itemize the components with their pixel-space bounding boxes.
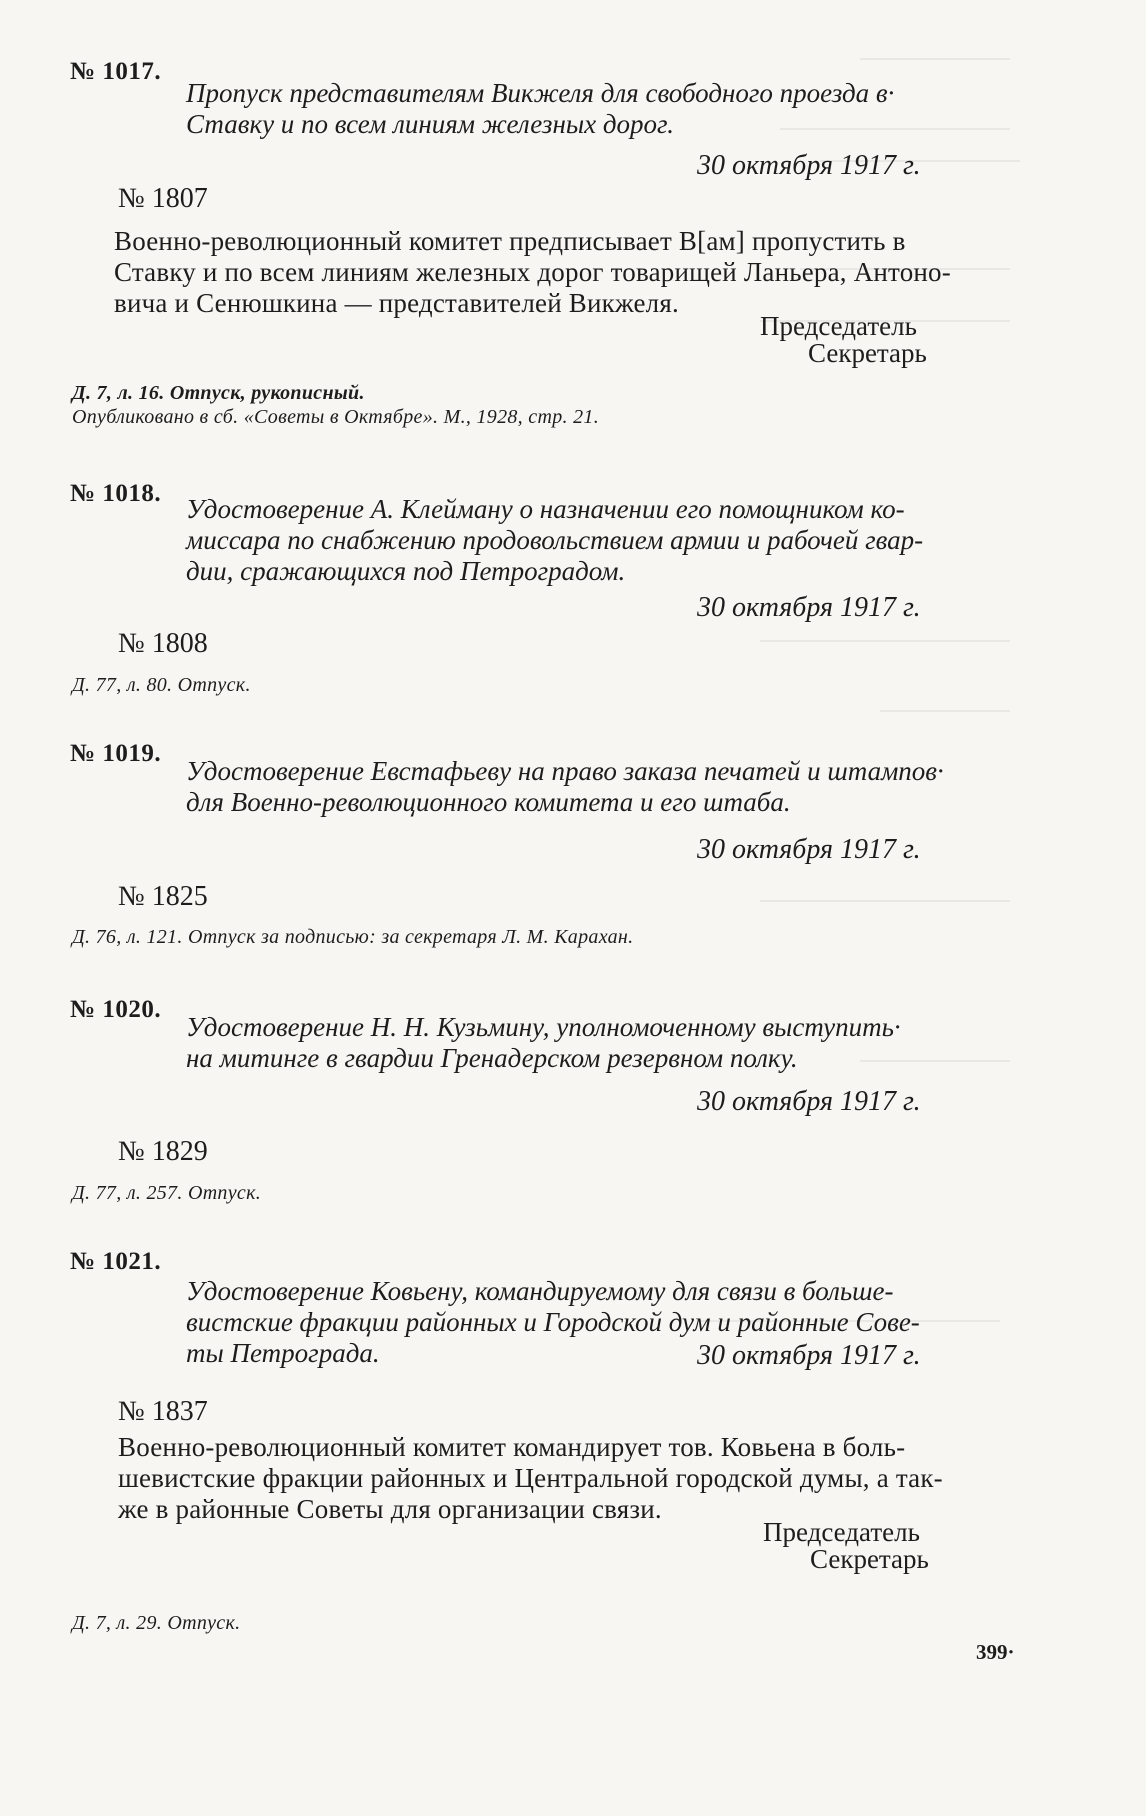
published-note: Опубликовано в сб. «Советы в Октябре». М., 1928, стр. 21. (72, 406, 599, 428)
entry-title: Удостоверение Н. Н. Кузьмину, уполномоченному выступить· на митинге в гвардии Гренадерском резервном полку. (186, 1012, 901, 1073)
signature-chairman: Председатель (763, 1517, 920, 1547)
entry-title: Пропуск представителям Викжеля для свободного проезда в· Ставку и по всем линиям железных дорог. (186, 78, 895, 139)
document-number: № 1807 (118, 183, 208, 214)
page-number: 399· (976, 1640, 1015, 1664)
signature-chairman: Председатель (760, 311, 917, 341)
entry-date: 30 октября 1917 г. (697, 1340, 921, 1371)
entry-title: Удостоверение Ковьену, командируемому для связи в больше- вистские фракции районных и Городской дум и районные Сове- ты Петрограда. (186, 1276, 920, 1368)
source-note: Д. 77, л. 80. Отпуск. (72, 674, 251, 696)
entry-title: Удостоверение А. Клейману о назначении его помощником ко- миссара по снабжению продовольствием армии и рабочей гвар- дии, сражающихся под Петроградом. (186, 494, 924, 586)
source-note: Д. 76, л. 121. Отпуск за подписью: за секретаря Л. М. Карахан. (72, 926, 634, 948)
entry-title: Удостоверение Евстафьеву на право заказа печатей и штампов· для Военно-революционного комитета и его штаба. (186, 756, 944, 817)
source-note: Д. 77, л. 257. Отпуск. (72, 1182, 262, 1204)
entry-number: № 1018. (70, 480, 162, 507)
document-number: № 1837 (118, 1396, 208, 1427)
document-body: Военно-революционный комитет предписывает В[ам] пропустить в Ставку и по всем линиям железных дорог товарищей Ланьера, Антоно- вича и Сенюшкина — представителей Викжеля. (114, 226, 951, 318)
signature-secretary: Секретарь (810, 1544, 929, 1574)
entry-date: 30 октября 1917 г. (697, 592, 921, 623)
document-number: № 1808 (118, 628, 208, 659)
entry-number: № 1021. (70, 1248, 162, 1275)
entry-number: № 1019. (70, 740, 162, 767)
document-body: Военно-революционный комитет командирует тов. Ковьена в боль- шевистские фракции районных и Центральной городской думы, а так- же в районные Советы для организации связи. (118, 1432, 943, 1524)
entry-date: 30 октября 1917 г. (697, 834, 921, 865)
source-note: Д. 7, л. 16. Отпуск, рукописный. (72, 382, 365, 404)
entry-date: 30 октября 1917 г. (697, 150, 921, 181)
entry-number: № 1020. (70, 996, 162, 1023)
document-number: № 1829 (118, 1136, 208, 1167)
entry-number: № 1017. (70, 58, 162, 85)
document-number: № 1825 (118, 881, 208, 912)
entry-date: 30 октября 1917 г. (697, 1086, 921, 1117)
signature-secretary: Секретарь (808, 338, 927, 368)
source-note: Д. 7, л. 29. Отпуск. (72, 1612, 241, 1634)
